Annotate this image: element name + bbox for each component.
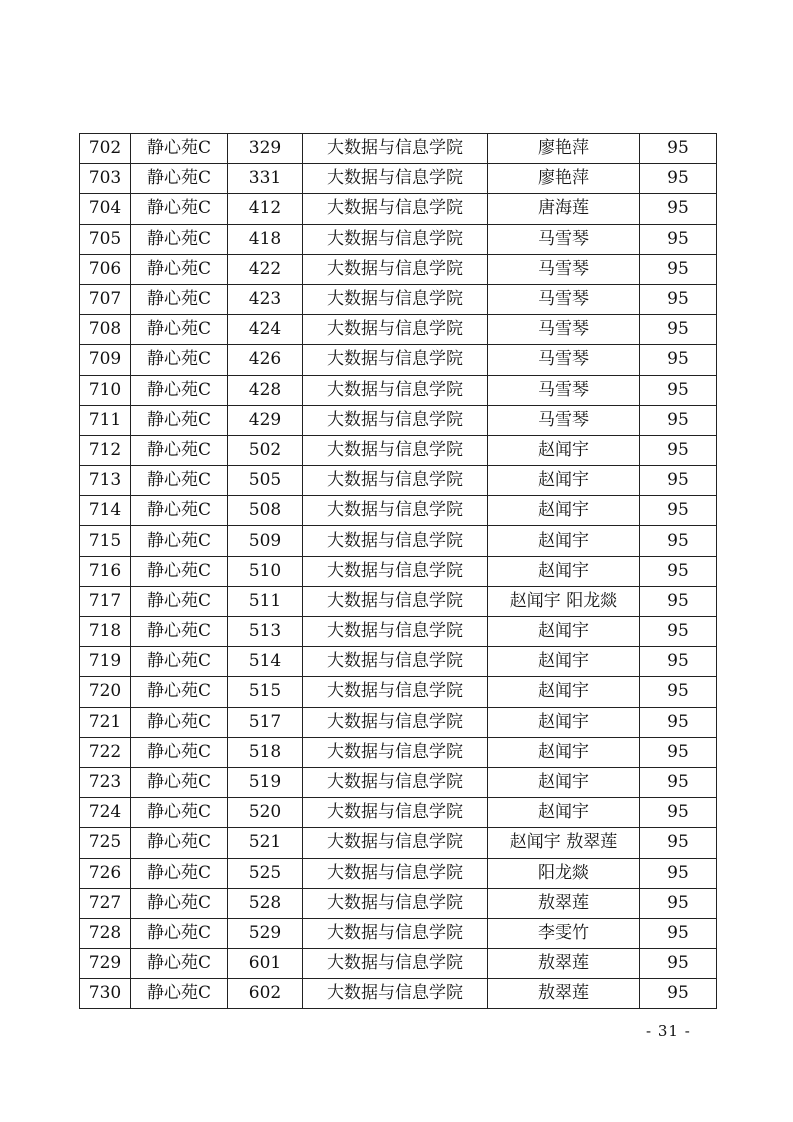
table-row <box>80 526 717 556</box>
table-row <box>80 466 717 496</box>
room-number-cell: 331 <box>228 164 303 194</box>
college-cell: 大数据与信息学院 <box>303 496 488 526</box>
row-number-cell: 727 <box>80 888 131 918</box>
instructor-cell: 马雪琴 <box>488 345 640 375</box>
building-cell: 静心苑C <box>131 315 228 345</box>
row-number-cell: 724 <box>80 798 131 828</box>
table-row <box>80 224 717 254</box>
college-cell: 大数据与信息学院 <box>303 677 488 707</box>
row-number-cell: 710 <box>80 375 131 405</box>
room-number-cell: 505 <box>228 466 303 496</box>
building-cell: 静心苑C <box>131 918 228 948</box>
instructor-cell: 赵闻宇 <box>488 647 640 677</box>
table-row <box>80 677 717 707</box>
instructor-cell: 赵闻宇 <box>488 435 640 465</box>
room-number-cell: 517 <box>228 707 303 737</box>
college-cell: 大数据与信息学院 <box>303 858 488 888</box>
room-number-cell: 601 <box>228 949 303 979</box>
row-number-cell: 702 <box>80 134 131 164</box>
score-cell: 95 <box>640 345 717 375</box>
building-cell: 静心苑C <box>131 888 228 918</box>
room-number-cell: 412 <box>228 194 303 224</box>
room-number-cell: 509 <box>228 526 303 556</box>
page-number: - 31 - <box>646 1022 691 1040</box>
college-cell: 大数据与信息学院 <box>303 707 488 737</box>
instructor-cell: 马雪琴 <box>488 254 640 284</box>
room-number-cell: 519 <box>228 767 303 797</box>
college-cell: 大数据与信息学院 <box>303 798 488 828</box>
score-cell: 95 <box>640 315 717 345</box>
instructor-cell: 赵闻宇 <box>488 707 640 737</box>
instructor-cell: 唐海莲 <box>488 194 640 224</box>
score-cell: 95 <box>640 284 717 314</box>
row-number-cell: 725 <box>80 828 131 858</box>
building-cell: 静心苑C <box>131 435 228 465</box>
instructor-cell: 赵闻宇 <box>488 617 640 647</box>
score-cell: 95 <box>640 979 717 1009</box>
room-number-cell: 514 <box>228 647 303 677</box>
room-number-cell: 520 <box>228 798 303 828</box>
room-number-cell: 528 <box>228 888 303 918</box>
building-cell: 静心苑C <box>131 164 228 194</box>
table-row <box>80 586 717 616</box>
table-row <box>80 315 717 345</box>
table-row <box>80 858 717 888</box>
score-cell: 95 <box>640 888 717 918</box>
building-cell: 静心苑C <box>131 466 228 496</box>
college-cell: 大数据与信息学院 <box>303 979 488 1009</box>
room-number-cell: 513 <box>228 617 303 647</box>
college-cell: 大数据与信息学院 <box>303 737 488 767</box>
row-number-cell: 705 <box>80 224 131 254</box>
row-number-cell: 712 <box>80 435 131 465</box>
building-cell: 静心苑C <box>131 979 228 1009</box>
row-number-cell: 716 <box>80 556 131 586</box>
college-cell: 大数据与信息学院 <box>303 375 488 405</box>
score-cell: 95 <box>640 858 717 888</box>
room-number-cell: 424 <box>228 315 303 345</box>
row-number-cell: 718 <box>80 617 131 647</box>
row-number-cell: 703 <box>80 164 131 194</box>
instructor-cell: 廖艳萍 <box>488 134 640 164</box>
room-number-cell: 529 <box>228 918 303 948</box>
row-number-cell: 722 <box>80 737 131 767</box>
instructor-cell: 敖翠莲 <box>488 949 640 979</box>
instructor-cell: 马雪琴 <box>488 405 640 435</box>
table-row <box>80 556 717 586</box>
score-cell: 95 <box>640 405 717 435</box>
room-number-cell: 510 <box>228 556 303 586</box>
score-cell: 95 <box>640 617 717 647</box>
instructor-cell: 赵闻宇 敖翠莲 <box>488 828 640 858</box>
room-number-cell: 423 <box>228 284 303 314</box>
room-number-cell: 511 <box>228 586 303 616</box>
score-cell: 95 <box>640 435 717 465</box>
score-cell: 95 <box>640 556 717 586</box>
table-row <box>80 949 717 979</box>
table-row <box>80 798 717 828</box>
table-row <box>80 617 717 647</box>
college-cell: 大数据与信息学院 <box>303 284 488 314</box>
room-number-cell: 515 <box>228 677 303 707</box>
instructor-cell: 赵闻宇 阳龙燚 <box>488 586 640 616</box>
building-cell: 静心苑C <box>131 375 228 405</box>
table-row <box>80 767 717 797</box>
room-number-cell: 329 <box>228 134 303 164</box>
row-number-cell: 707 <box>80 284 131 314</box>
score-cell: 95 <box>640 526 717 556</box>
table-row <box>80 194 717 224</box>
row-number-cell: 704 <box>80 194 131 224</box>
college-cell: 大数据与信息学院 <box>303 164 488 194</box>
row-number-cell: 711 <box>80 405 131 435</box>
table-row <box>80 979 717 1009</box>
building-cell: 静心苑C <box>131 798 228 828</box>
building-cell: 静心苑C <box>131 767 228 797</box>
table-row <box>80 134 717 164</box>
building-cell: 静心苑C <box>131 707 228 737</box>
row-number-cell: 729 <box>80 949 131 979</box>
instructor-cell: 赵闻宇 <box>488 556 640 586</box>
room-number-cell: 502 <box>228 435 303 465</box>
score-cell: 95 <box>640 586 717 616</box>
college-cell: 大数据与信息学院 <box>303 405 488 435</box>
table-row <box>80 435 717 465</box>
building-cell: 静心苑C <box>131 284 228 314</box>
score-cell: 95 <box>640 134 717 164</box>
room-number-cell: 525 <box>228 858 303 888</box>
room-number-cell: 418 <box>228 224 303 254</box>
college-cell: 大数据与信息学院 <box>303 617 488 647</box>
table-row <box>80 254 717 284</box>
building-cell: 静心苑C <box>131 647 228 677</box>
score-cell: 95 <box>640 496 717 526</box>
building-cell: 静心苑C <box>131 405 228 435</box>
college-cell: 大数据与信息学院 <box>303 466 488 496</box>
instructor-cell: 马雪琴 <box>488 284 640 314</box>
room-number-cell: 518 <box>228 737 303 767</box>
instructor-cell: 敖翠莲 <box>488 888 640 918</box>
instructor-cell: 马雪琴 <box>488 315 640 345</box>
table-row <box>80 496 717 526</box>
score-cell: 95 <box>640 194 717 224</box>
room-number-cell: 521 <box>228 828 303 858</box>
row-number-cell: 720 <box>80 677 131 707</box>
table-row <box>80 828 717 858</box>
building-cell: 静心苑C <box>131 737 228 767</box>
table-row <box>80 888 717 918</box>
row-number-cell: 708 <box>80 315 131 345</box>
score-cell: 95 <box>640 918 717 948</box>
room-number-cell: 508 <box>228 496 303 526</box>
row-number-cell: 706 <box>80 254 131 284</box>
room-number-cell: 602 <box>228 979 303 1009</box>
score-cell: 95 <box>640 164 717 194</box>
instructor-cell: 赵闻宇 <box>488 526 640 556</box>
score-cell: 95 <box>640 949 717 979</box>
instructor-cell: 赵闻宇 <box>488 466 640 496</box>
row-number-cell: 721 <box>80 707 131 737</box>
building-cell: 静心苑C <box>131 858 228 888</box>
college-cell: 大数据与信息学院 <box>303 526 488 556</box>
college-cell: 大数据与信息学院 <box>303 556 488 586</box>
score-cell: 95 <box>640 254 717 284</box>
college-cell: 大数据与信息学院 <box>303 254 488 284</box>
college-cell: 大数据与信息学院 <box>303 586 488 616</box>
college-cell: 大数据与信息学院 <box>303 194 488 224</box>
row-number-cell: 730 <box>80 979 131 1009</box>
dormitory-score-table <box>79 133 717 1009</box>
instructor-cell: 赵闻宇 <box>488 496 640 526</box>
score-cell: 95 <box>640 828 717 858</box>
row-number-cell: 723 <box>80 767 131 797</box>
room-number-cell: 429 <box>228 405 303 435</box>
table-row <box>80 405 717 435</box>
row-number-cell: 728 <box>80 918 131 948</box>
college-cell: 大数据与信息学院 <box>303 224 488 254</box>
instructor-cell: 赵闻宇 <box>488 767 640 797</box>
row-number-cell: 714 <box>80 496 131 526</box>
college-cell: 大数据与信息学院 <box>303 828 488 858</box>
building-cell: 静心苑C <box>131 194 228 224</box>
score-cell: 95 <box>640 466 717 496</box>
instructor-cell: 马雪琴 <box>488 224 640 254</box>
table-row <box>80 345 717 375</box>
table-row <box>80 918 717 948</box>
college-cell: 大数据与信息学院 <box>303 647 488 677</box>
building-cell: 静心苑C <box>131 586 228 616</box>
college-cell: 大数据与信息学院 <box>303 888 488 918</box>
table-body <box>80 134 717 1009</box>
instructor-cell: 赵闻宇 <box>488 798 640 828</box>
table-row <box>80 647 717 677</box>
college-cell: 大数据与信息学院 <box>303 435 488 465</box>
building-cell: 静心苑C <box>131 224 228 254</box>
instructor-cell: 赵闻宇 <box>488 677 640 707</box>
score-cell: 95 <box>640 707 717 737</box>
college-cell: 大数据与信息学院 <box>303 918 488 948</box>
building-cell: 静心苑C <box>131 496 228 526</box>
table-row <box>80 284 717 314</box>
instructor-cell: 阳龙燚 <box>488 858 640 888</box>
table-row <box>80 737 717 767</box>
instructor-cell: 廖艳萍 <box>488 164 640 194</box>
row-number-cell: 719 <box>80 647 131 677</box>
college-cell: 大数据与信息学院 <box>303 767 488 797</box>
row-number-cell: 709 <box>80 345 131 375</box>
score-cell: 95 <box>640 224 717 254</box>
college-cell: 大数据与信息学院 <box>303 949 488 979</box>
row-number-cell: 713 <box>80 466 131 496</box>
row-number-cell: 717 <box>80 586 131 616</box>
score-cell: 95 <box>640 767 717 797</box>
score-cell: 95 <box>640 375 717 405</box>
score-cell: 95 <box>640 647 717 677</box>
score-cell: 95 <box>640 798 717 828</box>
instructor-cell: 赵闻宇 <box>488 737 640 767</box>
instructor-cell: 马雪琴 <box>488 375 640 405</box>
table-row <box>80 164 717 194</box>
table-row <box>80 707 717 737</box>
college-cell: 大数据与信息学院 <box>303 345 488 375</box>
building-cell: 静心苑C <box>131 617 228 647</box>
college-cell: 大数据与信息学院 <box>303 134 488 164</box>
score-cell: 95 <box>640 677 717 707</box>
room-number-cell: 426 <box>228 345 303 375</box>
room-number-cell: 422 <box>228 254 303 284</box>
building-cell: 静心苑C <box>131 254 228 284</box>
building-cell: 静心苑C <box>131 828 228 858</box>
building-cell: 静心苑C <box>131 949 228 979</box>
college-cell: 大数据与信息学院 <box>303 315 488 345</box>
instructor-cell: 李雯竹 <box>488 918 640 948</box>
row-number-cell: 726 <box>80 858 131 888</box>
building-cell: 静心苑C <box>131 526 228 556</box>
building-cell: 静心苑C <box>131 556 228 586</box>
score-cell: 95 <box>640 737 717 767</box>
row-number-cell: 715 <box>80 526 131 556</box>
instructor-cell: 敖翠莲 <box>488 979 640 1009</box>
building-cell: 静心苑C <box>131 345 228 375</box>
building-cell: 静心苑C <box>131 677 228 707</box>
building-cell: 静心苑C <box>131 134 228 164</box>
table-row <box>80 375 717 405</box>
room-number-cell: 428 <box>228 375 303 405</box>
